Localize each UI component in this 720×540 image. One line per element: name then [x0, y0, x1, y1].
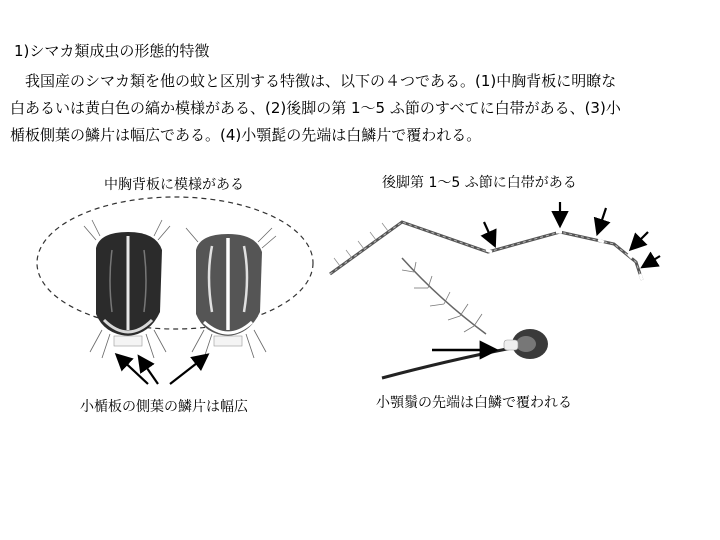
caption-palp: 小顎鬚の先端は白鱗で覆われる: [376, 395, 572, 411]
caption-hind-leg: 後脚第 1～5 ふ節に白帯がある: [382, 175, 577, 191]
paragraph-line-1: 我国産のシマカ類を他の蚊と区別する特徴は、以下の４つである。(1)中胸背板に明瞭な: [10, 72, 617, 90]
thorax-dark-image: [84, 220, 170, 358]
scutellum-arrows: [118, 356, 206, 384]
caption-thorax: 中胸背板に模様がある: [104, 177, 244, 193]
thorax-patterned-image: [186, 228, 276, 358]
highlight-ellipse: [37, 197, 313, 329]
mosquito-head-image: [382, 258, 548, 378]
paragraph-line-2: 白あるいは黄白色の縞か模様がある、(2)後脚の第 1～5 ふ節のすべてに白帯がある、(3)小: [10, 99, 621, 117]
section-heading: 1)シマカ類成虫の形態的特徴: [14, 42, 210, 60]
caption-scutellum: 小楯板の側葉の鱗片は幅広: [80, 399, 248, 415]
paragraph-line-3: 楯板側葉の鱗片は幅広である。(4)小顎髭の先端は白鱗片で覆われる。: [10, 126, 482, 144]
hind-leg-image: [330, 222, 642, 280]
